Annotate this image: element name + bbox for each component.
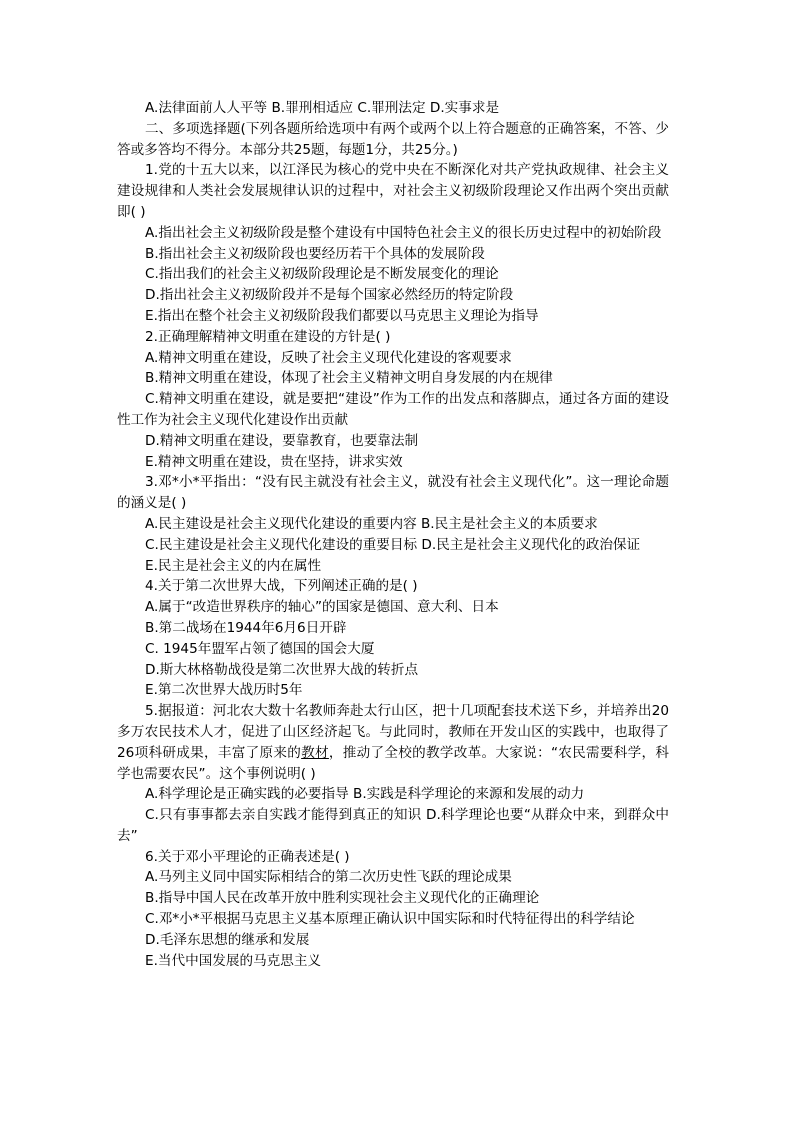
question-2-option-b: B.精神文明重在建设，体现了社会主义精神文明自身发展的内在规律 (145, 370, 553, 387)
question-3-options-a-b: A.民主建设是社会主义现代化建设的重要内容 B.民主是社会主义的本质要求 (145, 515, 598, 532)
question-4-option-e: E.第二次世界大战历时5年 (145, 682, 303, 699)
question-3-options-c-d: C.民主建设是社会主义现代化建设的重要目标 D.民主是社会主义现代化的政治保证 (145, 536, 641, 553)
question-4-option-a: A.属于“改造世界秩序的轴心”的国家是德国、意大利、日本 (145, 599, 499, 616)
question-3: 3.邓*小*平指出：“没有民主就没有社会主义，就没有社会主义现代化”。这一理论命题的涵义是( ) (117, 474, 669, 512)
question-4-option-c: C. 1945年盟军占领了德国的国会大厦 (145, 640, 375, 657)
question-6-option-e: E.当代中国发展的马克思主义 (145, 952, 322, 969)
question-5-text-before: 5.据报道：河北农大数十名教师奔赴太行山区，把十几项配套技术送下乡，并培养出20多万农民技术人才，促进了山区经济起飞。与此同时，教师在开发山区的实践中，也取得了26项科研成果，丰富了原来的 (117, 703, 669, 761)
question-6-option-b: B.指导中国人民在改革开放中胜利实现社会主义现代化的正确理论 (145, 890, 540, 907)
question-2-option-a: A.精神文明重在建设，反映了社会主义现代化建设的客观要求 (145, 349, 512, 366)
question-1-option-b: B.指出社会主义初级阶段也要经历若干个具体的发展阶段 (145, 245, 485, 262)
question-6-option-d: D.毛泽东思想的继承和发展 (145, 931, 310, 948)
question-5-text-after: ，推动了全校的教学改革。大家说：“农民需要科学，科学也需要农民”。这个事例说明( ) (117, 744, 670, 782)
question-1: 1.党的十五大以来，以江泽民为核心的党中央在不断深化对共产党执政规律、社会主义建设规律和人类社会发展规律认识的过程中，对社会主义初级阶段理论又作出两个突出贡献即( ) (117, 162, 669, 220)
question-2-option-c: C.精神文明重在建设，就是要把“建设”作为工作的出发点和落脚点，通过各方面的建设性工作为社会主义现代化建设作出贡献 (117, 391, 669, 428)
question-6-option-c: C.邓*小*平根据马克思主义基本原理正确认识中国实际和时代特征得出的科学结论 (145, 911, 635, 928)
question-1-option-e: E.指出在整个社会主义初级阶段我们都要以马克思主义理论为指导 (145, 307, 539, 324)
question-3-option-e: E.民主是社会主义的内在属性 (145, 557, 322, 574)
question-5-underlined-word: 教材 (301, 744, 329, 761)
question-5-options-c-d: C.只有事事都去亲自实践才能得到真正的知识 D.科学理论也要“从群众中来，到群众中去” (117, 807, 669, 844)
question-2-option-e: E.精神文明重在建设，贵在坚持，讲求实效 (145, 453, 403, 470)
question-4: 4.关于第二次世界大战，下列阐述正确的是( ) (145, 578, 418, 595)
question-6-option-a: A.马列主义同中国实际相结合的第二次历史性飞跃的理论成果 (145, 869, 512, 886)
question-1-option-c: C.指出我们的社会主义初级阶段理论是不断发展变化的理论 (145, 266, 499, 283)
question-4-option-d: D.斯大林格勒战役是第二次世界大战的转折点 (145, 661, 419, 678)
document-page (117, 98, 669, 971)
question-5 (117, 701, 669, 784)
question-4-option-b: B.第二战场在1944年6月6日开辟 (145, 619, 347, 636)
question-2-option-d: D.精神文明重在建设，要靠教育，也要靠法制 (145, 432, 419, 449)
section-heading-multiple-choice: 二、多项选择题(下列各题所给选项中有两个或两个以上符合题意的正确答案，不答、少答或多答均不得分。本部分共25题，每题1分，共25分。) (117, 120, 669, 158)
previous-question-options: A.法律面前人人平等 B.罪刑相适应 C.罪刑法定 D.实事求是 (145, 100, 500, 116)
question-6: 6.关于邓小平理论的正确表述是( ) (145, 848, 350, 865)
question-1-option-a: A.指出社会主义初级阶段是整个建设有中国特色社会主义的很长历史过程中的初始阶段 (145, 224, 662, 241)
question-2: 2.正确理解精神文明重在建设的方针是( ) (145, 328, 391, 345)
question-1-option-d: D.指出社会主义初级阶段并不是每个国家必然经历的特定阶段 (145, 287, 514, 304)
question-5-options-a-b: A.科学理论是正确实践的必要指导 B.实践是科学理论的来源和发展的动力 (145, 786, 585, 803)
